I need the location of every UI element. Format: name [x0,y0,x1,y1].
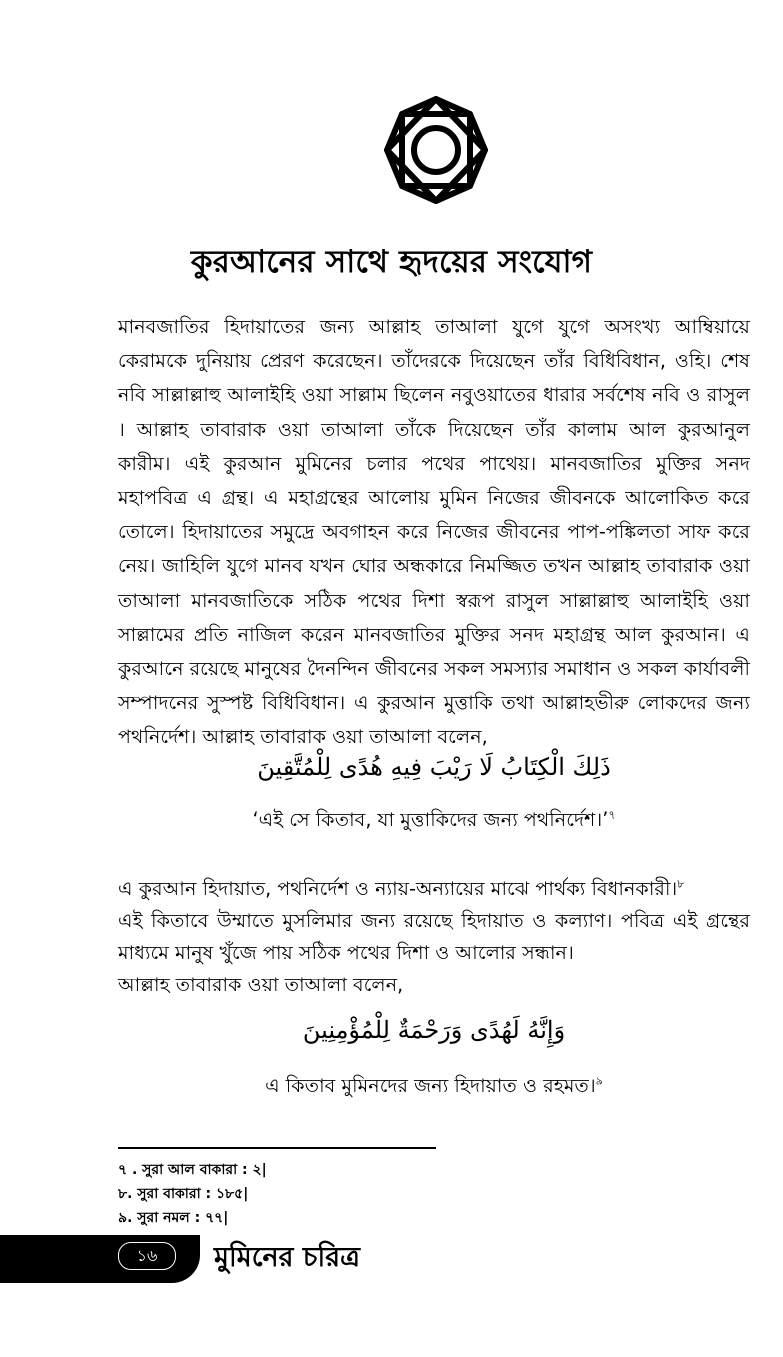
footnote-8: ৮. সুরা বাকারা : ১৮৫| [118,1186,249,1202]
second-paragraph [118,873,750,1001]
page-number: ১৬ [118,1242,176,1270]
footnotes [118,1158,267,1230]
verse-1-translation [118,804,750,836]
arabic-verse-2: وَإِنَّهُ لَهُدًى وَرَحْمَةٌ لِلْمُؤْمِنِينَ [302,1016,566,1044]
footnote-9: ৯. সুরা নমল : ৭৭| [118,1210,229,1226]
arabic-verse-1: ذَلِكَ الْكِتَابُ لَا رَيْبَ فِيهِ هُدًى لِلْمُتَّقِينَ [257,753,611,781]
footnote-mark-7: ৭ [608,808,616,822]
footnote-mark-9: ৯ [595,1074,603,1088]
footnote-divider [118,1147,436,1149]
intro-paragraph: মানবজাতির হিদায়াতের জন্য আল্লাহ তাআলা যুগে যুগে অসংখ্য আম্বিয়ায়ে কেরামকে দুনিয়ায় প্রেরণ করেছেন। তাঁদেরকে দিয়েছেন তাঁর বিধিবিধান, ওহি। শেষ নবি সাল্লাল্লাহু আলাইহি ওয়া সাল্লাম ছিলেন নবুওয়াতের ধারার সর্বশেষ নবি ও রাসুল । আল্লাহ তাবারাক ওয়া তাআলা তাঁকে দিয়েছেন তাঁর কালাম আল কুরআনুল কারীম। এই কুরআন মুমিনের চলার পথের পাথেয়। মানবজাতির মুক্তির সনদ মহাপবিত্র এ গ্রন্থ। এ মহাগ্রন্থের আলোয় মুমিন নিজের জীবনকে আলোকিত করে তোলে। হিদায়াতের সমুদ্রে অবগাহন করে নিজের জীবনের পাপ-পঙ্কিলতা সাফ করে নেয়। জাহিলি যুগে মানব যখন ঘোর অন্ধকারে নিমজ্জিত তখন আল্লাহ তাবারাক ওয়া তাআলা মানবজাতিকে সঠিক পথের দিশা স্বরূপ রাসুল সাল্লাল্লাহু আলাইহি ওয়া সাল্লামের প্রতি নাজিল করেন মানবজাতির মুক্তির সনদ মহাগ্রন্থ আল কুরআন। এ কুরআনে রয়েছে মানুষের দৈনন্দিন জীবনের সকল সমস্যার সমাধান ও সকল কার্যাবলী সম্পাদনের সুস্পষ্ট বিধিবিধান। এ কুরআন মুত্তাকি তথা আল্লাহভীরু লোকদের জন্য পথনির্দেশ। আল্লাহ তাবারাক ওয়া তাআলা বলেন, [118,315,750,749]
verse-1-translation-text: ‘এই সে কিতাব, যা মুত্তাকিদের জন্য পথনির্দেশ।’ [252,808,609,831]
second-paragraph-line-3: আল্লাহ তাবারাক ওয়া তাআলা বলেন, [118,973,404,996]
verse-2-translation-text: এ কিতাব মুমিনদের জন্য হিদায়াত ও রহমত। [265,1074,596,1097]
chapter-title: কুরআনের সাথে হৃদয়ের সংযোগ [190,244,593,280]
footnote-7: ৭ . সুরা আল বাকারা : ২| [118,1162,267,1178]
second-paragraph-line-2: এই কিতাবে উম্মাতে মুসলিমার জন্য রয়েছে হিদায়াত ও কল্যাণ। পবিত্র এই গ্রন্থের মাধ্যমে মানুষ খুঁজে পায় সঠিক পথের দিশা ও আলোর সন্ধান। [118,909,750,964]
eight-point-star-ornament-icon [381,95,491,205]
footnote-mark-8: ৮ [677,877,685,891]
second-paragraph-line-1: এ কুরআন হিদায়াত, পথনির্দেশ ও ন্যায়-অন্যায়ের মাঝে পার্থক্য বিধানকারী।$^৮$ [118,877,685,900]
verse-2-translation [118,1070,750,1102]
book-title: মুমিনের চরিত্র [214,1242,360,1273]
